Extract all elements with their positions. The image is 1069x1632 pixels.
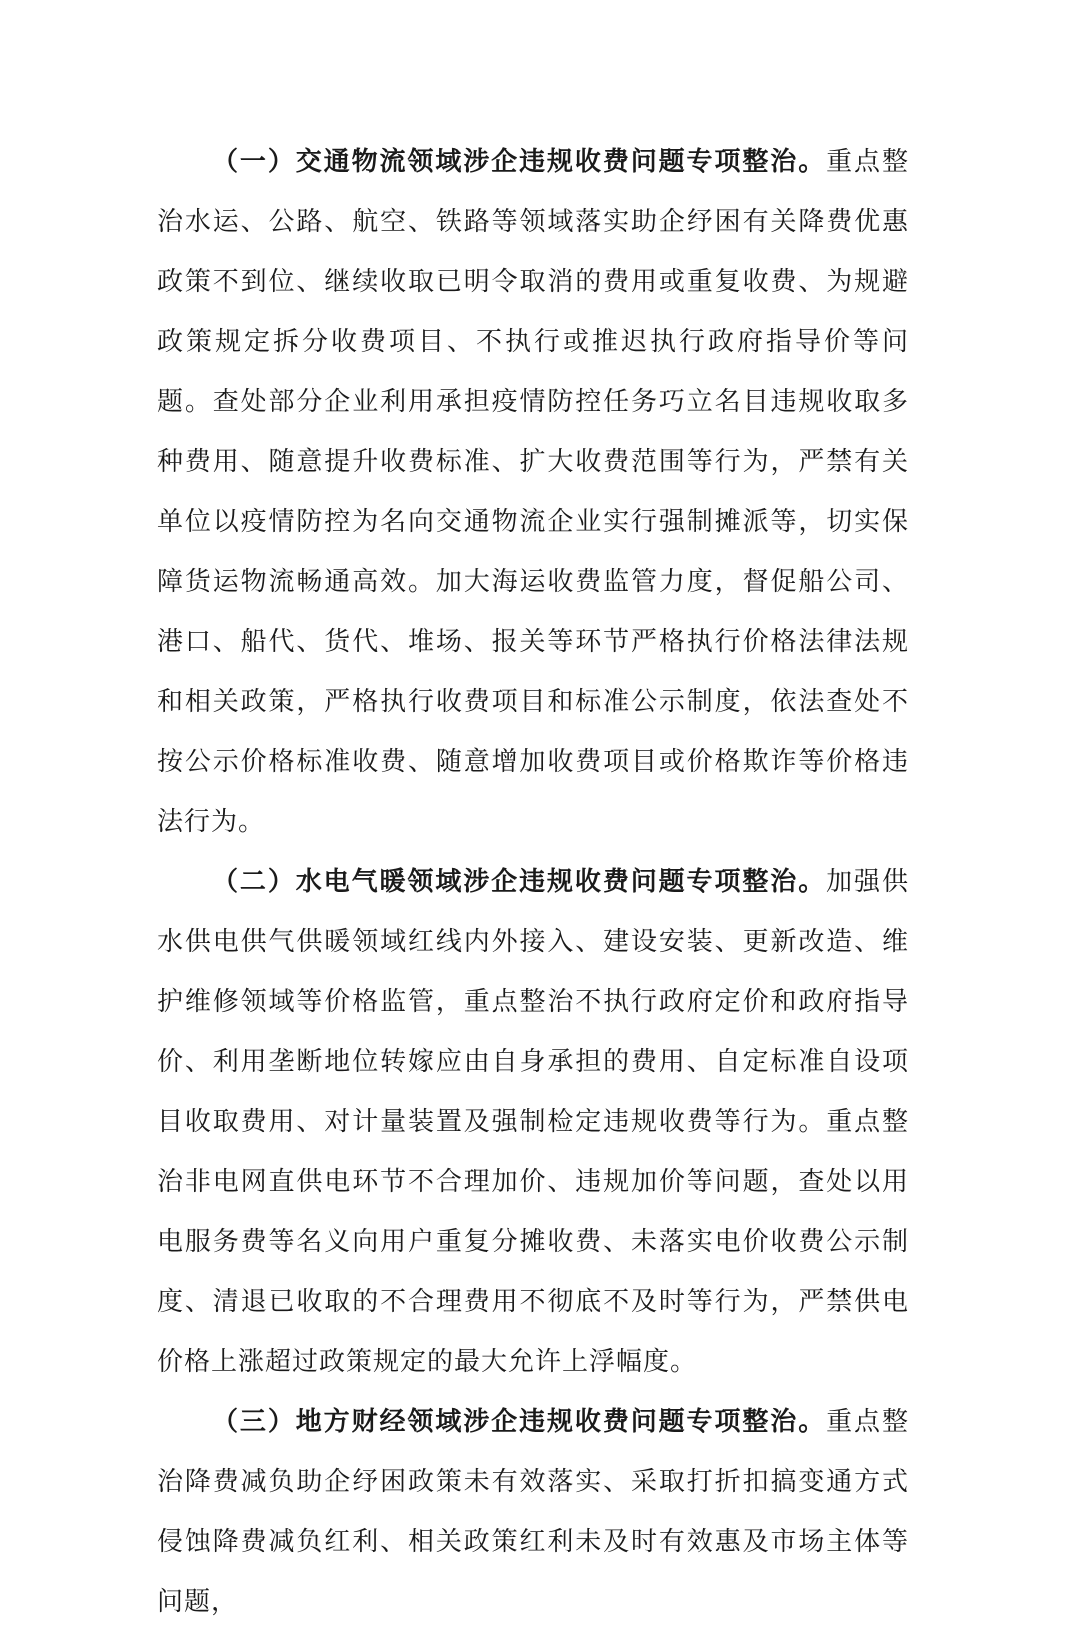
section-3 [157, 1392, 909, 1632]
section-3-heading: （三）地方财经领域涉企违规收费问题专项整治。 [212, 1407, 827, 1437]
section-2 [157, 852, 909, 1392]
section-1-text: 重点整治水运、公路、航空、铁路等领域落实助企纾困有关降费优惠政策不到位、继续收取已明令取消的费用或重复收费、为规避政策规定拆分收费项目、不执行或推迟执行政府指导价等问题。查处部分企业利用承担疫情防控任务巧立名目违规收取多种费用、随意提升收费标准、扩大收费范围等行为，严禁有关单位以疫情防控为名向交通物流企业实行强制摊派等，切实保障货运物流畅通高效。加大海运收费监管力度，督促船公司、港口、船代、货代、堆场、报关等环节严格执行价格法律法规和相关政策，严格执行收费项目和标准公示制度，依法查处不按公示价格标准收费、随意增加收费项目或价格欺诈等价格违法行为。 [157, 147, 909, 837]
document-body [157, 132, 909, 1632]
section-2-heading: （二）水电气暖领域涉企违规收费问题专项整治。 [212, 867, 827, 897]
section-3-text: 重点整治降费减负助企纾困政策未有效落实、采取打折扣搞变通方式侵蚀降费减负红利、相关政策红利未及时有效惠及市场主体等问题， [157, 1407, 909, 1617]
section-1-heading: （一）交通物流领域涉企违规收费问题专项整治。 [212, 147, 827, 177]
section-1 [157, 132, 909, 852]
section-2-text: 加强供水供电供气供暖领域红线内外接入、建设安装、更新改造、维护维修领域等价格监管，重点整治不执行政府定价和政府指导价、利用垄断地位转嫁应由自身承担的费用、自定标准自设项目收取费用、对计量装置及强制检定违规收费等行为。重点整治非电网直供电环节不合理加价、违规加价等问题，查处以用电服务费等名义向用户重复分摊收费、未落实电价收费公示制度、清退已收取的不合理费用不彻底不及时等行为，严禁供电价格上涨超过政策规定的最大允许上浮幅度。 [157, 867, 909, 1377]
